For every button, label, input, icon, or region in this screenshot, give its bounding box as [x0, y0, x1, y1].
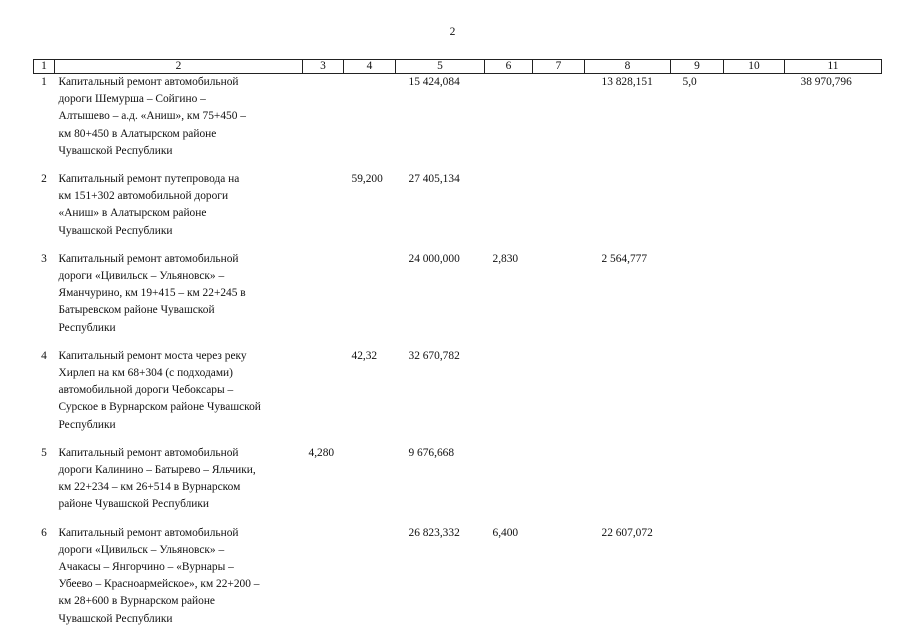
cell-col-5: 27 405,134	[408, 173, 460, 186]
object-name-line: км 151+302 автомобильной дороги	[58, 190, 229, 203]
cell-col-10	[724, 171, 785, 251]
cell-col-6	[485, 171, 533, 251]
cell-col-5: 15 424,084	[408, 76, 460, 88]
cell-col-9	[671, 251, 724, 348]
cell-col-6: 6,400	[492, 526, 519, 539]
object-name-line: «Аниш» в Алатырском районе	[58, 207, 207, 220]
cell-col-11	[785, 445, 882, 525]
cell-col-11	[785, 251, 882, 348]
object-name-line: Чувашской Республики	[58, 144, 173, 157]
cell-col-10	[724, 445, 785, 525]
cell-col-8: 22 607,072	[601, 526, 653, 539]
cell-col-4	[344, 525, 396, 639]
object-name-line: км 22+234 – км 26+514 в Вурнарском	[58, 481, 241, 494]
cell-col-11	[785, 525, 882, 639]
cell-col-10	[724, 74, 785, 172]
object-name-line: Чувашской Республики	[58, 224, 173, 237]
cell-col-6	[485, 74, 533, 172]
object-name	[55, 445, 303, 525]
row-number: 4	[41, 349, 47, 362]
col-header-11: 11	[785, 60, 882, 74]
object-name	[55, 251, 303, 348]
col-header-5: 5	[396, 60, 485, 74]
table-row	[34, 525, 882, 639]
object-name-line: Капитальный ремонт автомобильной	[58, 526, 239, 539]
cell-col-5: 9 676,668	[408, 446, 455, 459]
row-number: 6	[41, 526, 47, 539]
cell-col-11: 38 970,796	[800, 76, 852, 88]
object-name-line: Капитальный ремонт автомобильной	[58, 252, 239, 265]
header-row	[34, 60, 882, 74]
cell-col-7	[533, 171, 585, 251]
object-name-line: Капитальный ремонт путепровода на	[58, 173, 240, 186]
cell-col-3: 4,280	[308, 446, 335, 459]
cell-col-4	[344, 74, 396, 172]
cell-col-5: 32 670,782	[408, 349, 460, 362]
object-name-line: дороги «Цивильск – Ульяновск» –	[58, 270, 225, 283]
cell-col-7	[533, 74, 585, 172]
row-number: 5	[41, 446, 47, 459]
col-header-6: 6	[485, 60, 533, 74]
cell-col-8: 13 828,151	[601, 76, 653, 88]
cell-col-4: 42,32	[351, 349, 378, 362]
object-name-line: км 28+600 в Вурнарском районе	[58, 595, 215, 608]
table-row	[34, 251, 882, 348]
page-number: 2	[449, 26, 456, 38]
object-name-line: Республики	[58, 321, 116, 334]
cell-col-8	[585, 171, 671, 251]
object-name-line: автомобильной дороги Чебоксары –	[58, 384, 234, 397]
cell-col-11	[785, 348, 882, 445]
object-name-line: Капитальный ремонт автомобильной	[58, 446, 239, 459]
table-row	[34, 74, 882, 172]
object-name-line: Убеево – Красноармейское», км 22+200 –	[58, 578, 260, 591]
cell-col-9: 5,0	[682, 76, 697, 88]
object-name-line: дороги «Цивильск – Ульяновск» –	[58, 543, 225, 556]
table-row	[34, 348, 882, 445]
cell-col-6	[485, 348, 533, 445]
object-name-line: Яманчурино, км 19+415 – км 22+245 в	[58, 287, 246, 300]
cell-col-6	[485, 445, 533, 525]
cell-col-4	[344, 445, 396, 525]
cell-col-10	[724, 348, 785, 445]
object-name-line: районе Чувашской Республики	[58, 498, 209, 511]
cell-col-7	[533, 525, 585, 639]
object-name-line: дороги Шемурша – Сойгино –	[58, 93, 206, 106]
col-header-8: 8	[585, 60, 671, 74]
cell-col-3	[303, 525, 344, 639]
cell-col-5: 24 000,000	[408, 252, 460, 265]
object-name-line: км 80+450 в Алатырском районе	[58, 127, 217, 140]
cell-col-3	[303, 251, 344, 348]
cell-col-4	[344, 251, 396, 348]
table-row	[34, 445, 882, 525]
cell-col-8	[585, 445, 671, 525]
col-header-1: 1	[34, 60, 55, 74]
road-repair-table	[33, 59, 882, 639]
cell-col-3	[303, 348, 344, 445]
cell-col-9	[671, 445, 724, 525]
cell-col-7	[533, 445, 585, 525]
cell-col-3	[303, 74, 344, 172]
object-name	[55, 171, 303, 251]
cell-col-11	[785, 171, 882, 251]
cell-col-10	[724, 525, 785, 639]
col-header-9: 9	[671, 60, 724, 74]
cell-col-3	[303, 171, 344, 251]
cell-col-9	[671, 171, 724, 251]
row-number: 2	[41, 173, 47, 186]
object-name	[55, 74, 303, 172]
cell-col-4: 59,200	[351, 173, 383, 186]
object-name-line: дороги Калинино – Батырево – Яльчики,	[58, 464, 256, 477]
object-name-line: Алтышево – а.д. «Аниш», км 75+450 –	[58, 110, 246, 123]
cell-col-9	[671, 348, 724, 445]
object-name-line: Республики	[58, 418, 116, 431]
object-name-line: Ачакасы – Янгорчино – «Вурнары –	[58, 561, 234, 574]
cell-col-8: 2 564,777	[601, 252, 648, 265]
cell-col-10	[724, 251, 785, 348]
table-row	[34, 171, 882, 251]
cell-col-9	[671, 525, 724, 639]
cell-col-5: 26 823,332	[408, 526, 460, 539]
col-header-7: 7	[533, 60, 585, 74]
cell-col-8	[585, 348, 671, 445]
cell-col-6: 2,830	[492, 252, 519, 265]
col-header-3: 3	[303, 60, 344, 74]
object-name-line: Сурское в Вурнарском районе Чувашской	[58, 401, 261, 414]
object-name-line: Чувашской Республики	[58, 612, 173, 625]
object-name-line: Капитальный ремонт моста через реку	[58, 349, 247, 362]
cell-col-7	[533, 251, 585, 348]
object-name-line: Хирлеп на км 68+304 (с подходами)	[58, 367, 233, 380]
cell-col-7	[533, 348, 585, 445]
col-header-10: 10	[724, 60, 785, 74]
object-name	[55, 525, 303, 639]
object-name-line: Капитальный ремонт автомобильной	[58, 76, 239, 88]
object-name-line: Батыревском районе Чувашской	[58, 304, 215, 317]
col-header-2: 2	[55, 60, 303, 74]
row-number: 1	[41, 76, 47, 88]
row-number: 3	[41, 252, 47, 265]
col-header-4: 4	[344, 60, 396, 74]
object-name	[55, 348, 303, 445]
